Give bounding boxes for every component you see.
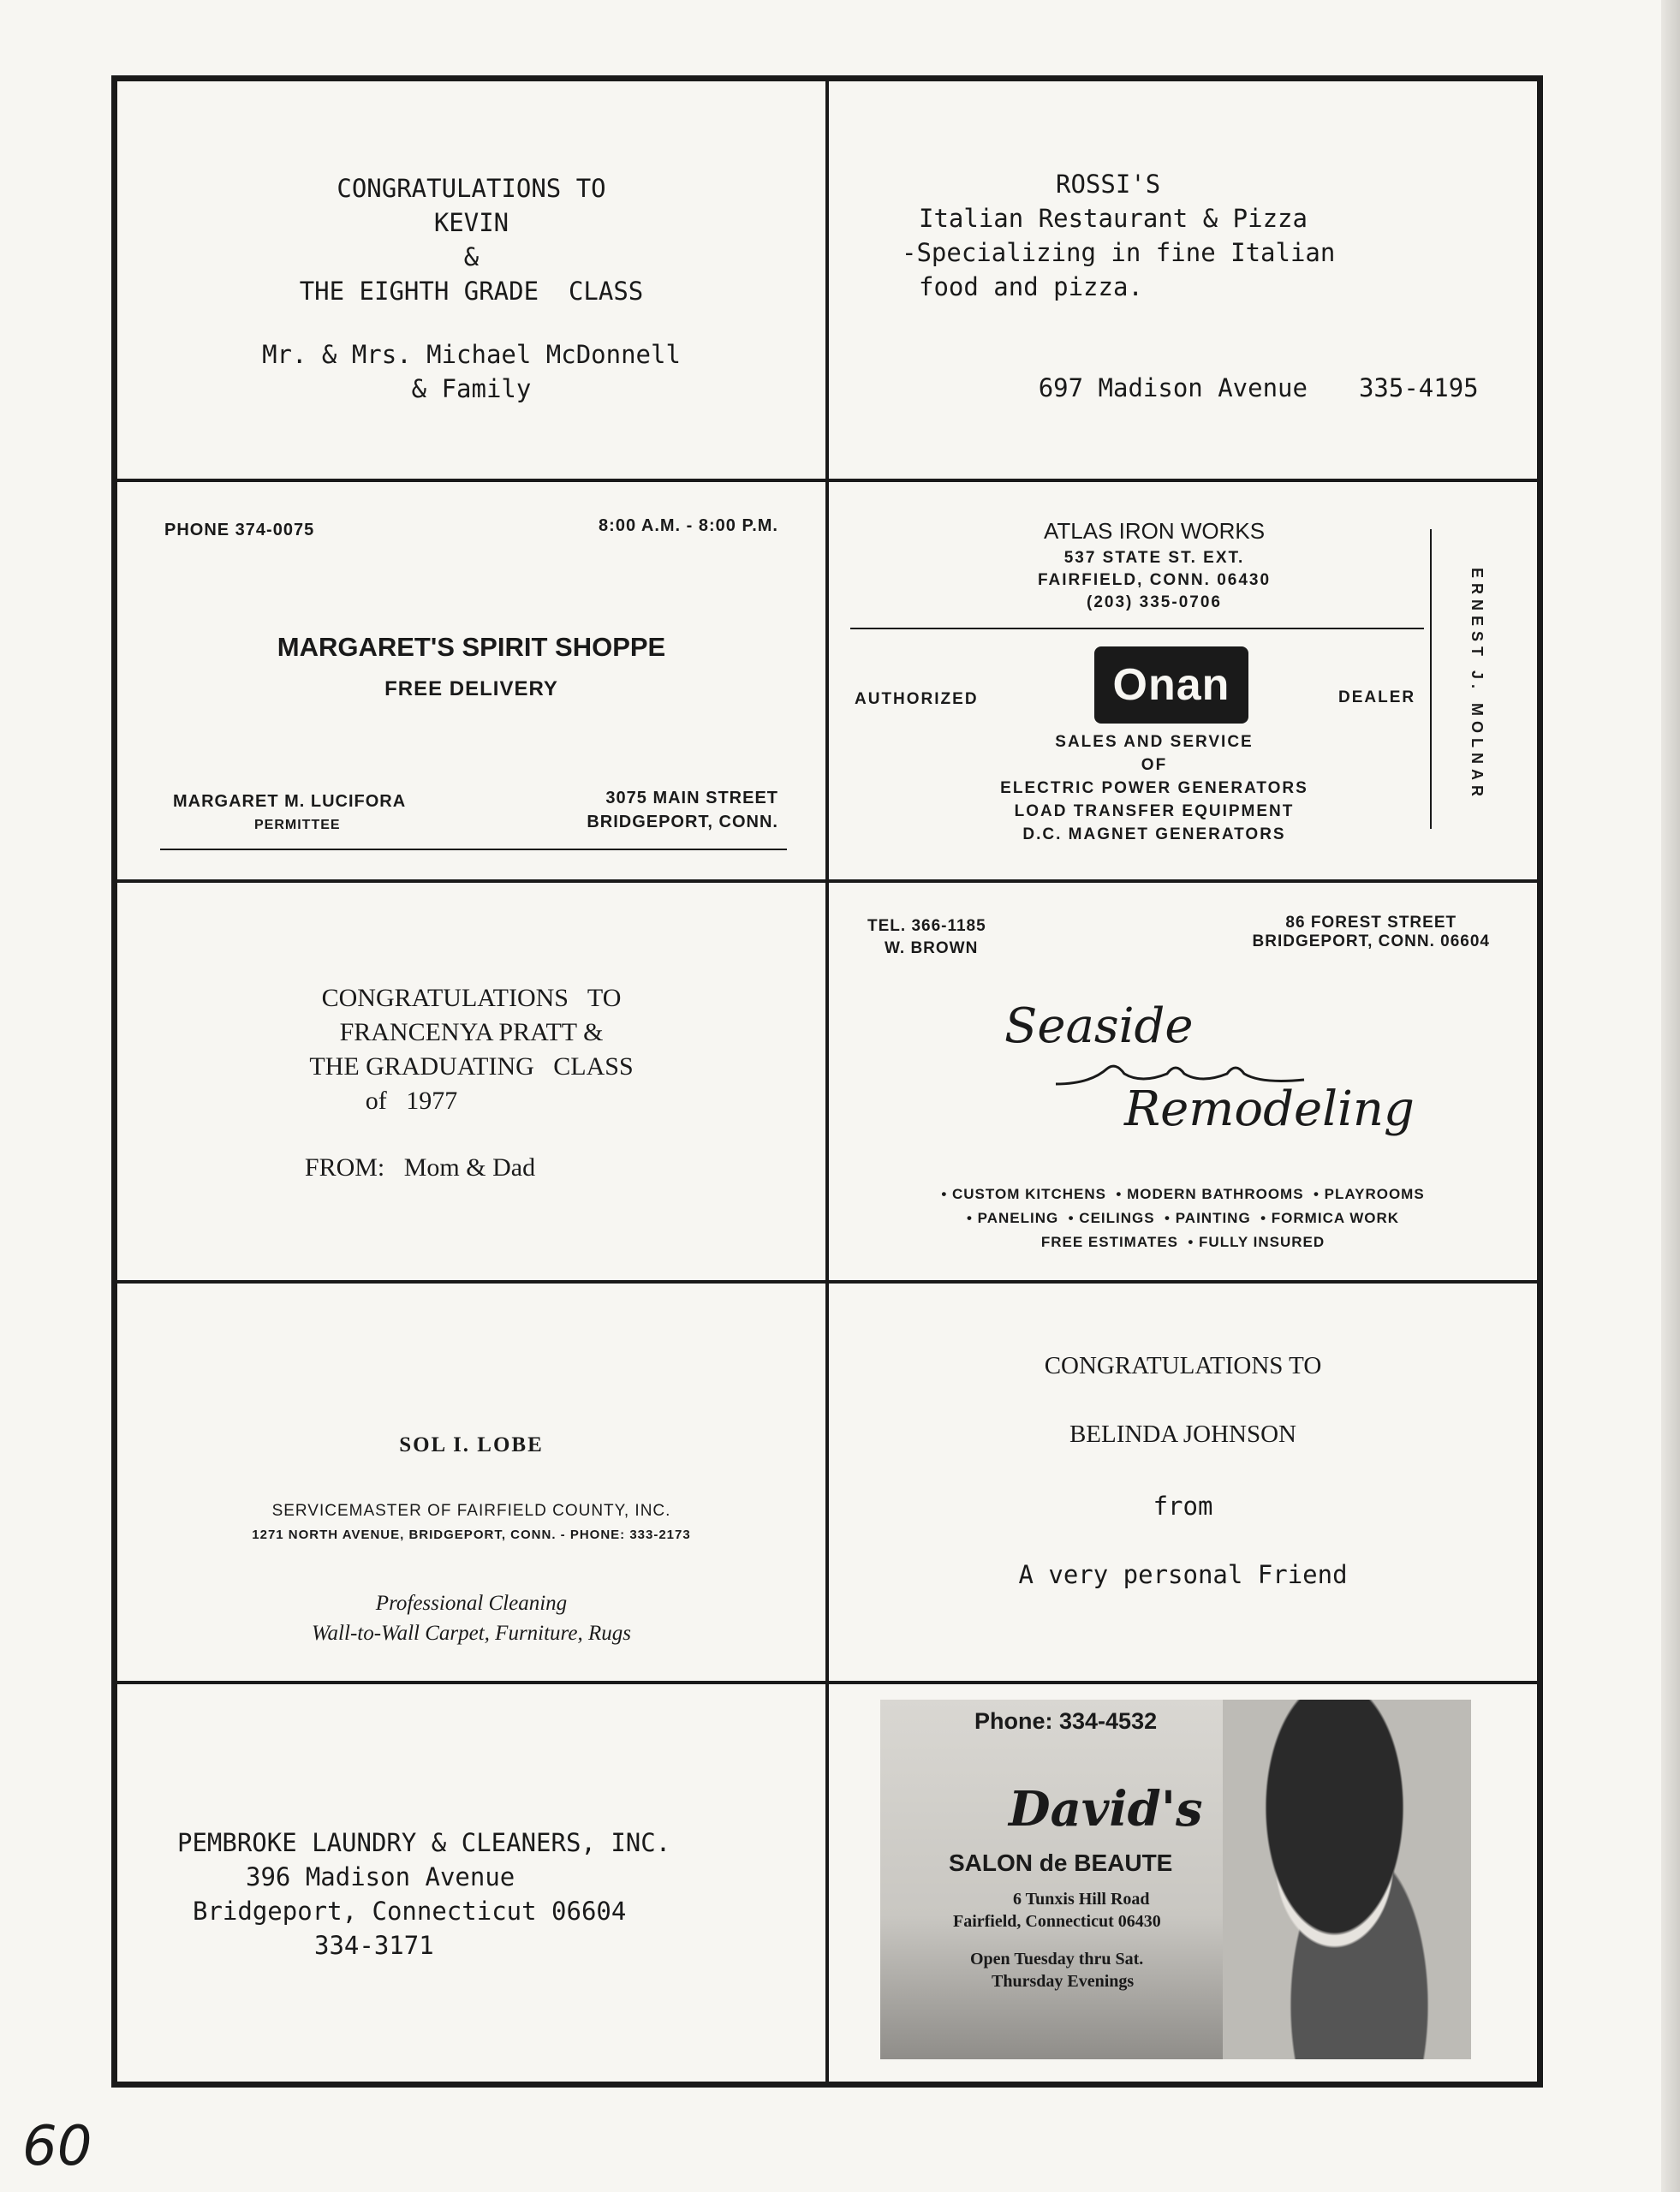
atlas-service-2: OF bbox=[1141, 756, 1168, 774]
atlas-city: FAIRFIELD, CONN. 06430 bbox=[1037, 571, 1272, 589]
page-number: 60 bbox=[22, 2115, 92, 2178]
margarets-city: BRIDGEPORT, CONN. bbox=[587, 813, 778, 831]
ad-lobe bbox=[116, 1282, 827, 1683]
margarets-phone: PHONE 374-0075 bbox=[164, 521, 315, 539]
rossis-text bbox=[902, 167, 1479, 439]
pratt-line-2: FRANCENYA PRATT & bbox=[339, 1018, 604, 1046]
mcdonnell-text bbox=[117, 171, 825, 406]
davids-subtitle: SALON de BEAUTE bbox=[949, 1850, 1173, 1876]
davids-portrait bbox=[1223, 1700, 1471, 2059]
lobe-tag-2: Wall-to-Wall Carpet, Furniture, Rugs bbox=[312, 1622, 631, 1645]
atlas-service-3: ELECTRIC POWER GENERATORS bbox=[1000, 779, 1308, 797]
margarets-street: 3075 MAIN STREET bbox=[605, 789, 778, 807]
ad-mcdonnell bbox=[116, 80, 827, 480]
rossis-line-3: food and pizza. bbox=[919, 272, 1143, 301]
pembroke-street: 396 Madison Avenue bbox=[246, 1862, 515, 1891]
atlas-name: ATLAS IRON WORKS bbox=[1043, 518, 1266, 544]
seaside-services-1: • CUSTOM KITCHENS • MODERN BATHROOMS • PLAYROOMS bbox=[941, 1186, 1425, 1202]
lobe-tag-1: Professional Cleaning bbox=[375, 1592, 568, 1615]
seaside-street: 86 FOREST STREET bbox=[1285, 914, 1457, 932]
seaside-tel: TEL. 366-1185 bbox=[867, 917, 986, 935]
page-edge bbox=[1661, 0, 1680, 2192]
atlas-contact: ERNEST J. MOLNAR bbox=[1469, 568, 1486, 802]
lobe-address: 1271 NORTH AVENUE, BRIDGEPORT, CONN. - PHONE: 333-2173 bbox=[252, 1528, 691, 1542]
margarets-rule bbox=[160, 849, 787, 850]
margarets-owner-title: PERMITTEE bbox=[254, 818, 341, 832]
ad-rossis bbox=[827, 80, 1539, 480]
onan-logo: Onan bbox=[1094, 646, 1248, 724]
johnson-line-3: from bbox=[1153, 1492, 1213, 1521]
johnson-line-4: A very personal Friend bbox=[1018, 1560, 1348, 1589]
rossis-line-2: -Specializing in fine Italian bbox=[902, 238, 1336, 267]
ad-grid bbox=[111, 75, 1543, 2088]
lobe-company: SERVICEMASTER OF FAIRFIELD COUNTY, INC. bbox=[271, 1502, 671, 1520]
davids-hours-2: Thursday Evenings bbox=[992, 1972, 1135, 1991]
pembroke-name: PEMBROKE LAUNDRY & CLEANERS, INC. bbox=[177, 1828, 671, 1857]
margarets-hours: 8:00 A.M. - 8:00 P.M. bbox=[599, 516, 778, 535]
mcdonnell-line-4: THE EIGHTH GRADE CLASS bbox=[299, 277, 644, 306]
davids-phone: Phone: 334-4532 bbox=[974, 1708, 1158, 1734]
seaside-services-3: FREE ESTIMATES • FULLY INSURED bbox=[1040, 1234, 1326, 1250]
davids-name: David's bbox=[1009, 1781, 1203, 1838]
pratt-text bbox=[117, 981, 825, 1185]
pratt-line-3: THE GRADUATING CLASS bbox=[309, 1052, 634, 1081]
atlas-services bbox=[829, 730, 1480, 846]
pratt-from: FROM: Mom & Dad bbox=[304, 1153, 536, 1182]
pratt-line-1: CONGRATULATIONS TO bbox=[321, 984, 622, 1012]
seaside-street-block bbox=[1253, 914, 1490, 951]
seaside-services bbox=[829, 1182, 1537, 1254]
ad-atlas bbox=[827, 480, 1539, 881]
davids-street: 6 Tunxis Hill Road bbox=[1013, 1890, 1150, 1909]
margarets-name: MARGARET'S SPIRIT SHOPPE bbox=[277, 632, 666, 662]
lobe-name: SOL I. LOBE bbox=[399, 1433, 544, 1456]
ad-seaside bbox=[827, 881, 1539, 1282]
davids-photo bbox=[880, 1700, 1471, 2059]
mcdonnell-line-1: CONGRATULATIONS TO bbox=[337, 174, 606, 203]
ad-pembroke bbox=[116, 1683, 827, 2083]
atlas-street: 537 STATE ST. EXT. bbox=[1063, 549, 1245, 567]
rossis-address: 697 Madison Avenue bbox=[1038, 373, 1308, 402]
mcdonnell-line-2: KEVIN bbox=[433, 208, 509, 237]
johnson-line-1: CONGRATULATIONS TO bbox=[1044, 1352, 1322, 1379]
ad-pratt bbox=[116, 881, 827, 1282]
rossis-contact bbox=[919, 337, 1479, 439]
mcdonnell-line-3: & bbox=[463, 242, 480, 271]
atlas-authorized: AUTHORIZED bbox=[855, 690, 979, 708]
seaside-name-1: Seaside bbox=[1004, 998, 1194, 1054]
atlas-service-5: D.C. MAGNET GENERATORS bbox=[1022, 825, 1286, 843]
johnson-line-2: BELINDA JOHNSON bbox=[1069, 1421, 1297, 1448]
seaside-name-2: Remodeling bbox=[1124, 1081, 1415, 1137]
rossis-phone: 335-4195 bbox=[1358, 373, 1479, 402]
atlas-service-4: LOAD TRANSFER EQUIPMENT bbox=[1014, 802, 1295, 820]
pratt-line-4: of 1977 bbox=[365, 1087, 458, 1115]
ad-davids bbox=[827, 1683, 1539, 2083]
rossis-name: ROSSI'S bbox=[1056, 170, 1161, 199]
margarets-delivery: FREE DELIVERY bbox=[384, 677, 558, 700]
atlas-phone: (203) 335-0706 bbox=[1087, 593, 1222, 611]
davids-hours-1: Open Tuesday thru Sat. bbox=[970, 1950, 1144, 1969]
margarets-owner: MARGARET M. LUCIFORA bbox=[173, 792, 407, 811]
ad-johnson bbox=[827, 1282, 1539, 1683]
seaside-city: BRIDGEPORT, CONN. 06604 bbox=[1252, 932, 1490, 950]
seaside-contact: W. BROWN bbox=[885, 939, 979, 957]
mcdonnell-from-2: & Family bbox=[411, 374, 532, 403]
davids-city: Fairfield, Connecticut 06430 bbox=[953, 1912, 1161, 1931]
mcdonnell-from-1: Mr. & Mrs. Michael McDonnell bbox=[262, 340, 681, 369]
pembroke-city: Bridgeport, Connecticut 06604 bbox=[193, 1897, 627, 1926]
seaside-services-2: • PANELING • CEILINGS • PAINTING • FORMICA WORK bbox=[966, 1210, 1400, 1226]
pembroke-text bbox=[177, 1826, 670, 1963]
atlas-dealer: DEALER bbox=[1338, 688, 1416, 706]
atlas-rule bbox=[850, 628, 1424, 629]
pembroke-phone: 334-3171 bbox=[314, 1931, 434, 1960]
ad-margarets bbox=[116, 480, 827, 881]
rossis-line-1: Italian Restaurant & Pizza bbox=[919, 204, 1308, 233]
atlas-service-1: SALES AND SERVICE bbox=[1055, 733, 1254, 751]
